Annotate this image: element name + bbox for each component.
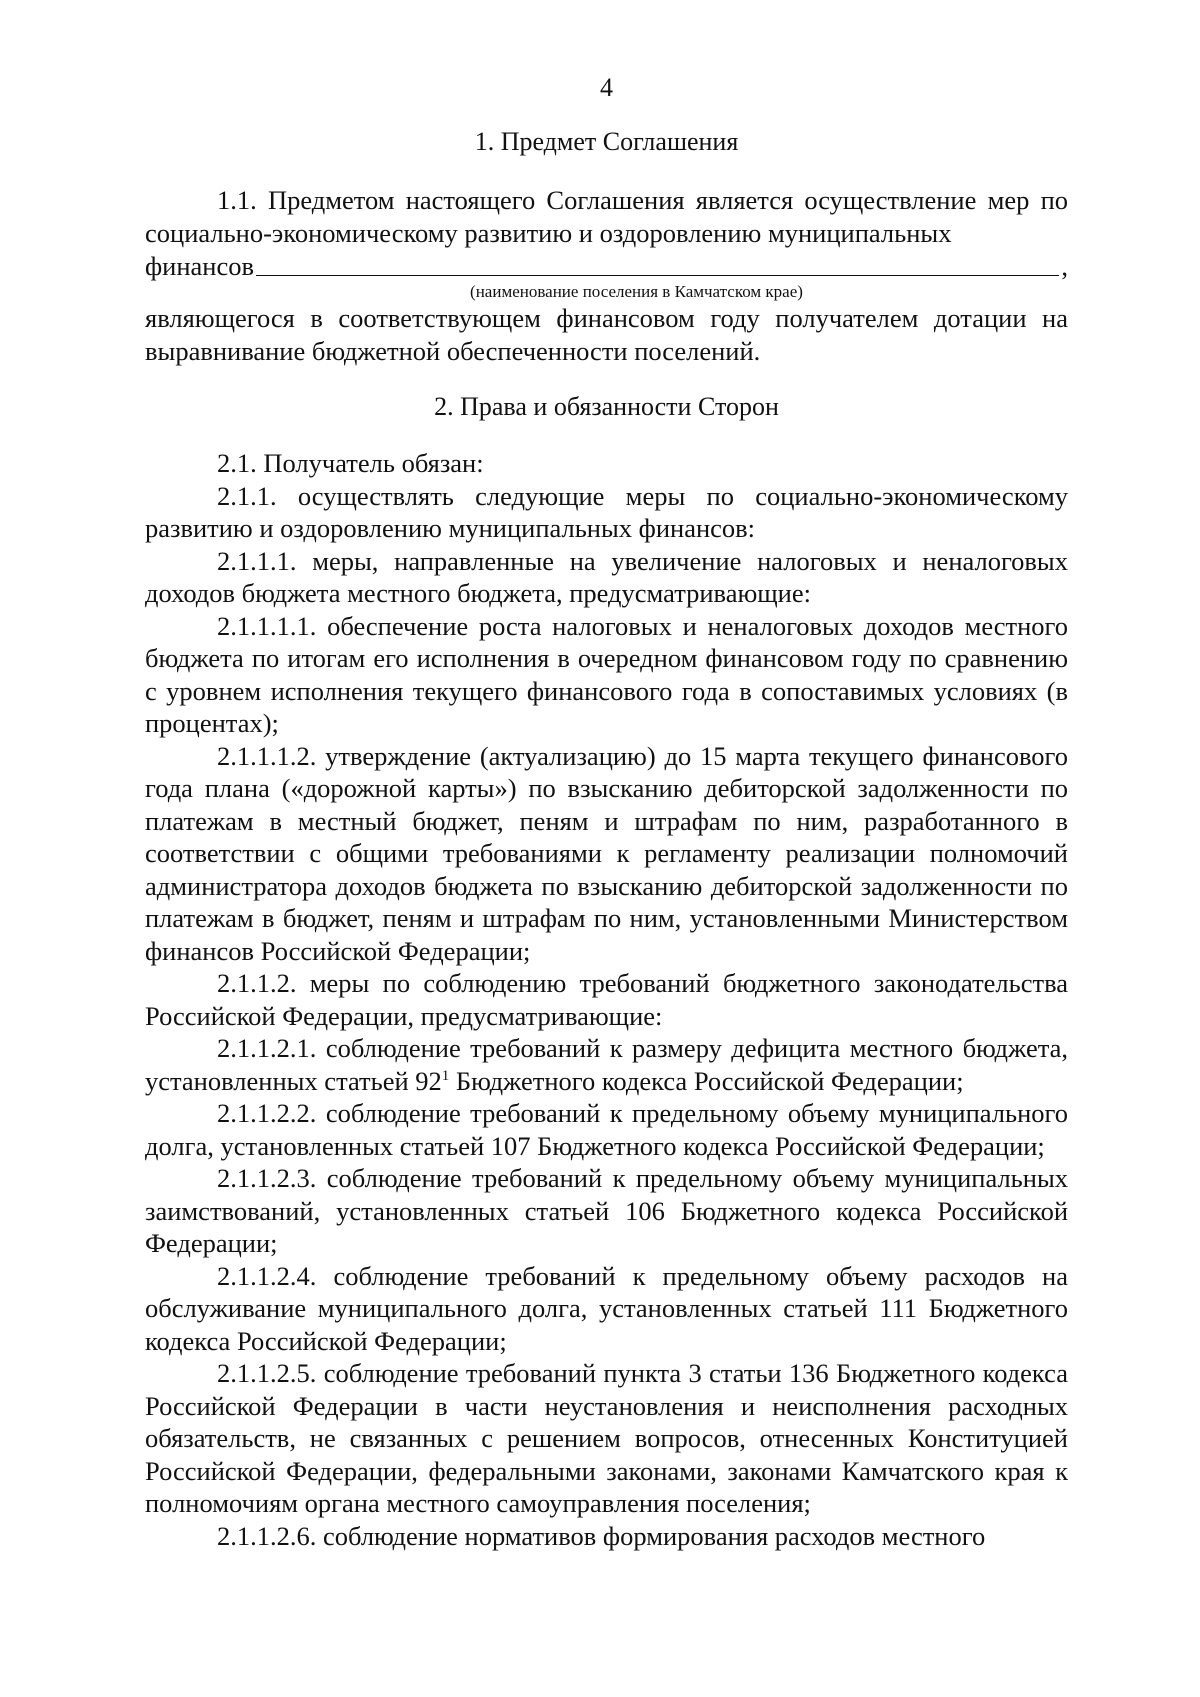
page-number: 4 — [600, 73, 613, 102]
paragraph-2-1-1-2-1-text-b: Бюджетного кодекса Российской Федерации; — [449, 1065, 964, 1096]
paragraph-2-1-1-2-5: 2.1.1.2.5. соблюдение требований пункта 3 статьи 136 Бюджетного кодекса Российской Федерации в части неустановления и неисполнения расходных обязательств, не связанных с решением вопросов, отнесенных Конституцией Российской Федерации, федеральными законами, законами Камчатского края к полномочиям органа местного самоуправления поселения; — [145, 1358, 1068, 1518]
paragraph-2-1-1-1-2: 2.1.1.1.2. утверждение (актуализацию) до 15 марта текущего финансового года плана («дорожной карты») по взысканию дебиторской задолженности по платежам в местный бюджет, пеням и штрафам по ним, разработанного в соответствии с общими требованиями к регламенту реализации полномочий администратора доходов бюджета по взысканию дебиторской задолженности по платежам в бюджет, пеням и штрафам по ним, установленными Министерством финансов Российской Федерации; — [145, 740, 1068, 966]
article-superscript: 1 — [441, 1067, 450, 1084]
paragraph-2-1-1-2-2: 2.1.1.2.2. соблюдение требований к предельному объему муниципального долга, установленных статьей 107 Бюджетного кодекса Российской Федерации; — [145, 1098, 1068, 1161]
paragraph-2-1-1-2-1-text-a: 2.1.1.2.1. соблюдение требований к размеру дефицита местного бюджета, установленных статьей 92 — [145, 1033, 1068, 1096]
paragraph-2-1-1-2-3: 2.1.1.2.3. соблюдение требований к предельному объему муниципальных заимствований, установленных статьей 106 Бюджетного кодекса Российской Федерации; — [145, 1163, 1068, 1258]
paragraph-1-1: 1.1. Предметом настоящего Соглашения является осуществление мер по социально-экономическому развитию и оздоровлению муниципальных — [145, 185, 1068, 248]
paragraph-2-1-1-1: 2.1.1.1. меры, направленные на увеличение налоговых и неналоговых доходов бюджета местного бюджета, предусматривающие: — [145, 545, 1068, 608]
fill-caption: (наименование поселения в Камчатском крае) — [470, 282, 803, 301]
fill-trailing-comma: , — [1061, 250, 1068, 281]
settlement-name-blank-line — [256, 249, 1059, 276]
paragraph-1-1-continuation: являющегося в соответствующем финансовом году получателем дотации на выравнивание бюджетной обеспеченности поселений. — [145, 303, 1068, 366]
paragraph-2-1-1-2-1 — [145, 1032, 1068, 1097]
section-2-title: 2. Права и обязанности Сторон — [434, 392, 779, 421]
paragraph-2-1: 2.1. Получатель обязан: — [217, 448, 484, 478]
paragraph-2-1-1: 2.1.1. осуществлять следующие меры по социально-экономическому развитию и оздоровлению муниципальных финансов: — [145, 480, 1068, 543]
paragraph-2-1-1-2-6: 2.1.1.2.6. соблюдение нормативов формирования расходов местного — [217, 1520, 986, 1551]
paragraph-2-1-1-2-4: 2.1.1.2.4. соблюдение требований к предельному объему расходов на обслуживание муниципального долга, установленных статьей 111 Бюджетного кодекса Российской Федерации; — [145, 1260, 1068, 1356]
section-1-title: 1. Предмет Соглашения — [474, 127, 739, 156]
settlement-name-fill-row — [145, 249, 1068, 282]
fill-label: финансов — [145, 250, 255, 281]
paragraph-2-1-1-2: 2.1.1.2. меры по соблюдению требований бюджетного законодательства Российской Федерации, предусматривающие: — [145, 968, 1068, 1031]
paragraph-2-1-1-1-1: 2.1.1.1.1. обеспечение роста налоговых и неналоговых доходов местного бюджета по итогам его исполнения в очередном финансовом году по сравнению с уровнем исполнения текущего финансового года в сопоставимых условиях (в процентах); — [145, 610, 1068, 738]
